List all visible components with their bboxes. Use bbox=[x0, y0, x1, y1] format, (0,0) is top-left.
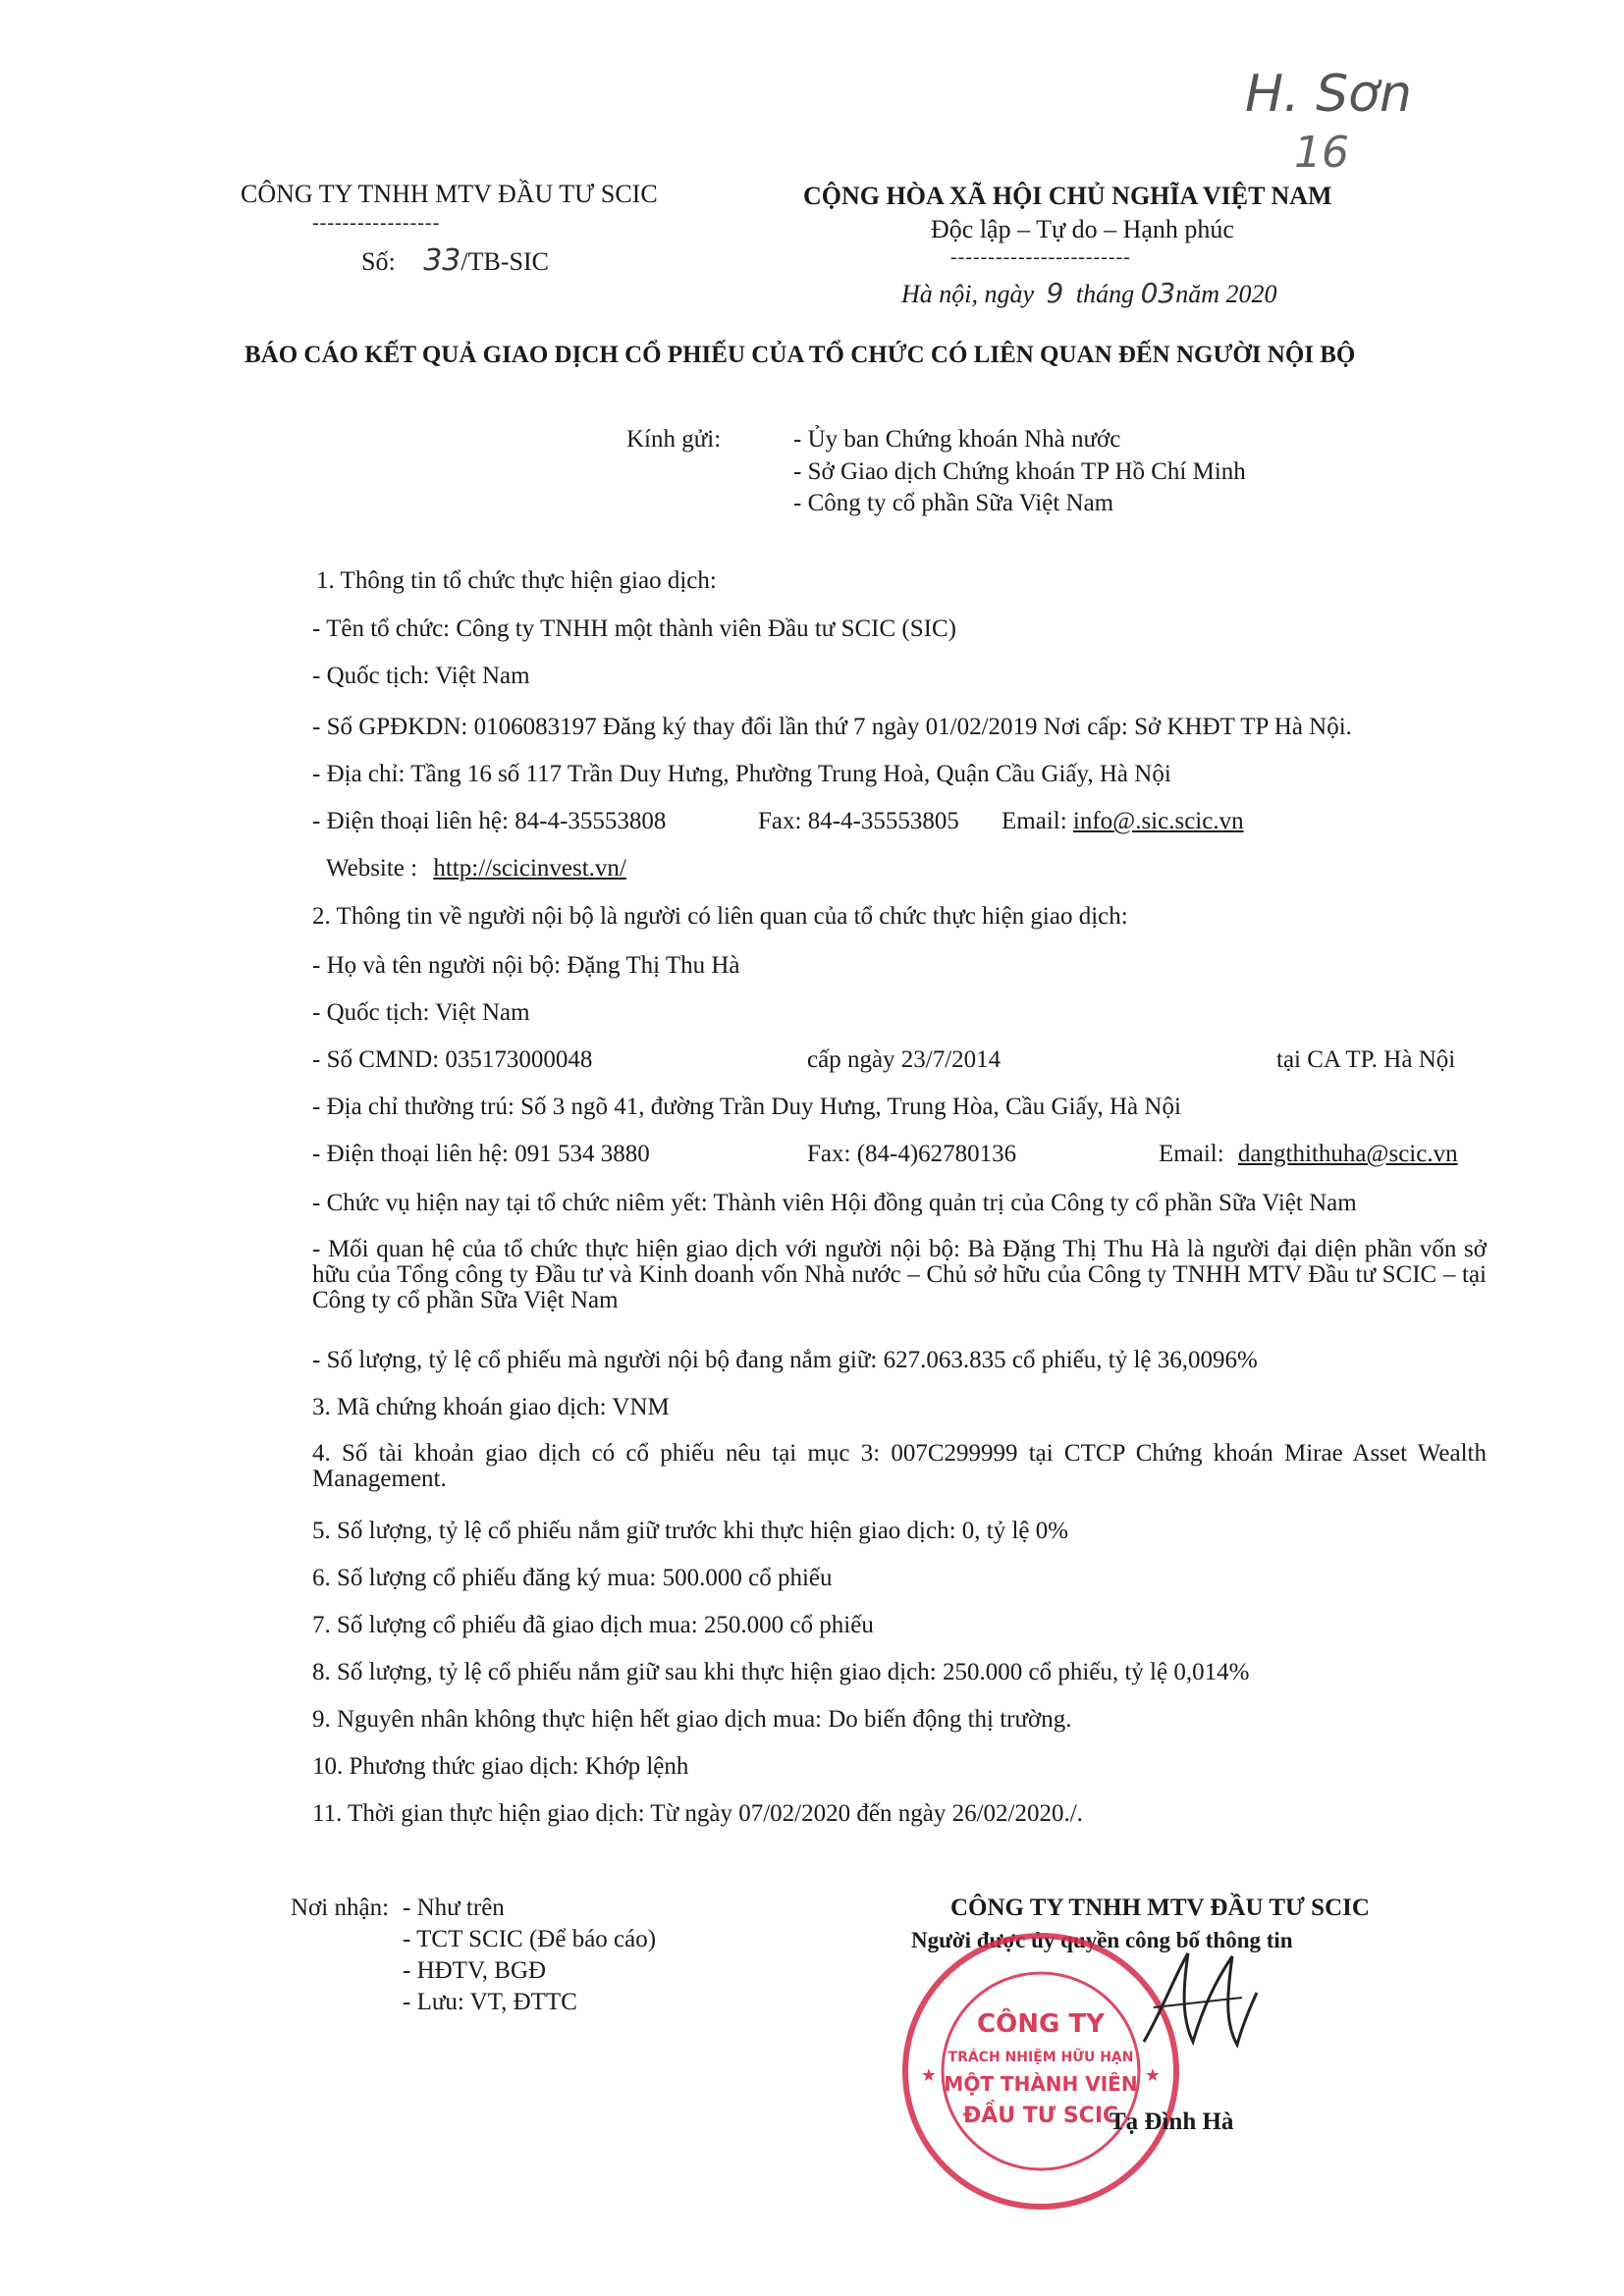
signature-scribble-icon bbox=[1134, 1949, 1262, 2056]
item-9: 9. Nguyên nhân không thực hiện hết giao dịch mua: Do biến động thị trường. bbox=[312, 1706, 1072, 1733]
company-name-header: CÔNG TY TNHH MTV ĐẦU TƯ SCIC bbox=[241, 180, 658, 208]
national-motto: Độc lập – Tự do – Hạnh phúc bbox=[931, 215, 1234, 243]
date-day: 9 bbox=[1046, 277, 1064, 309]
insider-email-link[interactable]: dangthithuha@scic.vn bbox=[1237, 1141, 1458, 1167]
signature-company: CÔNG TY TNHH MTV ĐẦU TƯ SCIC bbox=[950, 1895, 1370, 1921]
receiver-line: - Như trên bbox=[403, 1895, 505, 1921]
insider-nationality: - Quốc tịch: Việt Nam bbox=[312, 999, 530, 1026]
svg-text:TRÁCH NHIỆM HỮU HẠN: TRÁCH NHIỆM HỮU HẠN bbox=[947, 2050, 1134, 2065]
receivers-label: Nơi nhận: bbox=[291, 1895, 390, 1921]
receiver-line: - TCT SCIC (Để báo cáo) bbox=[403, 1926, 657, 1952]
insider-id-number: - Số CMND: 035173000048 bbox=[312, 1046, 593, 1073]
handwritten-note: H. Sơn bbox=[1245, 65, 1412, 124]
document-number-value: 33 bbox=[423, 243, 461, 278]
item-8: 8. Số lượng, tỷ lệ cổ phiếu nắm giữ sau khi thực hiện giao dịch: 250.000 cổ phiếu, tỷ lệ 0,014% bbox=[312, 1659, 1250, 1685]
header-right-divider: ------------------------ bbox=[950, 246, 1131, 268]
insider-id-issue-date: cấp ngày 23/7/2014 bbox=[807, 1046, 1001, 1073]
insider-phone: - Điện thoại liên hệ: 091 534 3880 bbox=[312, 1141, 650, 1167]
insider-name: - Họ và tên người nội bộ: Đặng Thị Thu Hà bbox=[312, 952, 740, 979]
org-website-link[interactable]: http://scicinvest.vn/ bbox=[433, 855, 626, 881]
date-year: năm 2020 bbox=[1175, 280, 1277, 308]
document-number-prefix: Số: bbox=[361, 247, 396, 276]
item-4: 4. Số tài khoản giao dịch có cổ phiếu nêu tại mục 3: 007C299999 tại CTCP Chứng khoán Mirae Asset Wealth Management. bbox=[312, 1440, 1487, 1492]
receiver-line: - HĐTV, BGĐ bbox=[403, 1957, 547, 1984]
item-7: 7. Số lượng cổ phiếu đã giao dịch mua: 250.000 cổ phiếu bbox=[312, 1612, 874, 1638]
org-address: - Địa chỉ: Tầng 16 số 117 Trần Duy Hưng, Phường Trung Hoà, Quận Cầu Giấy, Hà Nội bbox=[312, 761, 1171, 787]
recipient-item: - Ủy ban Chứng khoán Nhà nước bbox=[793, 426, 1121, 453]
org-email-label: Email: bbox=[1001, 808, 1067, 834]
section2-heading: 2. Thông tin về người nội bộ là người có liên quan của tổ chức thực hiện giao dịch: bbox=[312, 903, 1128, 930]
recipient-item: - Sở Giao dịch Chứng khoán TP Hồ Chí Minh bbox=[793, 458, 1246, 485]
item-11: 11. Thời gian thực hiện giao dịch: Từ ngày 07/02/2020 đến ngày 26/02/2020./. bbox=[312, 1800, 1083, 1827]
insider-id-issue-place: tại CA TP. Hà Nội bbox=[1276, 1046, 1456, 1073]
item-10: 10. Phương thức giao dịch: Khớp lệnh bbox=[312, 1753, 689, 1780]
insider-position: - Chức vụ hiện nay tại tổ chức niêm yết: Thành viên Hội đồng quản trị của Công ty cổ phần Sữa Việt Nam bbox=[312, 1190, 1357, 1216]
item-6: 6. Số lượng cổ phiếu đăng ký mua: 500.000 cổ phiếu bbox=[312, 1565, 833, 1591]
org-phone: - Điện thoại liên hệ: 84-4-35553808 bbox=[312, 808, 667, 834]
org-email-link[interactable]: info@.sic.scic.vn bbox=[1072, 808, 1244, 834]
org-fax: Fax: 84-4-35553805 bbox=[758, 808, 959, 834]
insider-holdings: - Số lượng, tỷ lệ cổ phiếu mà người nội bộ đang nắm giữ: 627.063.835 cổ phiếu, tỷ lệ 36,0096% bbox=[312, 1347, 1258, 1373]
date-city: Hà nội, ngày bbox=[901, 280, 1035, 308]
svg-text:ĐẦU TƯ SCIC: ĐẦU TƯ SCIC bbox=[962, 2104, 1119, 2128]
org-website-label: Website : bbox=[326, 855, 418, 881]
item-3: 3. Mã chứng khoán giao dịch: VNM bbox=[312, 1394, 670, 1420]
header-left-divider: ----------------- bbox=[312, 212, 441, 234]
date-month: 03 bbox=[1140, 277, 1176, 309]
date-month-label: tháng bbox=[1075, 280, 1135, 308]
svg-text:CÔNG TY: CÔNG TY bbox=[977, 2009, 1105, 2039]
item-5: 5. Số lượng, tỷ lệ cổ phiếu nắm giữ trước khi thực hiện giao dịch: 0, tỷ lệ 0% bbox=[312, 1518, 1069, 1544]
insider-email bbox=[1159, 1141, 1458, 1168]
recipients-label: Kính gửi: bbox=[626, 426, 722, 453]
handwritten-number: 16 bbox=[1294, 128, 1349, 178]
org-website bbox=[326, 855, 626, 882]
svg-text:MỘT THÀNH VIÊN: MỘT THÀNH VIÊN bbox=[944, 2072, 1138, 2096]
document-number bbox=[361, 243, 549, 278]
section1-heading: 1. Thông tin tổ chức thực hiện giao dịch: bbox=[316, 567, 717, 594]
signer-name: Tạ Đình Hà bbox=[1110, 2109, 1234, 2135]
signature-role: Người được ủy quyền công bố thông tin bbox=[911, 1928, 1293, 1952]
svg-text:★: ★ bbox=[920, 2065, 938, 2086]
republic-heading: CỘNG HÒA XÃ HỘI CHỦ NGHĨA VIỆT NAM bbox=[803, 182, 1332, 210]
org-nationality: - Quốc tịch: Việt Nam bbox=[312, 663, 530, 689]
org-license: - Số GPĐKDN: 0106083197 Đăng ký thay đổi lần thứ 7 ngày 01/02/2019 Nơi cấp: Sở KHĐT TP Hà Nội. bbox=[312, 714, 1352, 740]
svg-text:★: ★ bbox=[1144, 2065, 1162, 2086]
document-number-suffix: /TB-SIC bbox=[460, 247, 549, 276]
org-email bbox=[1001, 808, 1244, 835]
org-name: - Tên tổ chức: Công ty TNHH một thành viên Đầu tư SCIC (SIC) bbox=[312, 615, 956, 642]
insider-fax: Fax: (84-4)62780136 bbox=[807, 1141, 1017, 1167]
insider-relationship: - Mối quan hệ của tổ chức thực hiện giao dịch với người nội bộ: Bà Đặng Thị Thu Hà là người đại diện phần vốn sở hữu của Tổng công ty Đầu tư và Kinh doanh vốn Nhà nước – Chủ sở hữu của Công ty TNHH MTV Đầu tư SCIC – tại Công ty cổ phần Sữa Việt Nam bbox=[312, 1236, 1487, 1313]
receiver-line: - Lưu: VT, ĐTTC bbox=[403, 1989, 577, 2015]
document-date bbox=[901, 277, 1277, 309]
recipient-item: - Công ty cổ phần Sữa Việt Nam bbox=[793, 490, 1114, 516]
insider-address: - Địa chỉ thường trú: Số 3 ngõ 41, đường Trần Duy Hưng, Trung Hòa, Cầu Giấy, Hà Nội bbox=[312, 1094, 1181, 1120]
page-title: BÁO CÁO KẾT QUẢ GIAO DỊCH CỔ PHIẾU CỦA TỔ CHỨC CÓ LIÊN QUAN ĐẾN NGƯỜI NỘI BỘ bbox=[244, 342, 1356, 368]
insider-email-label: Email: bbox=[1159, 1141, 1224, 1167]
